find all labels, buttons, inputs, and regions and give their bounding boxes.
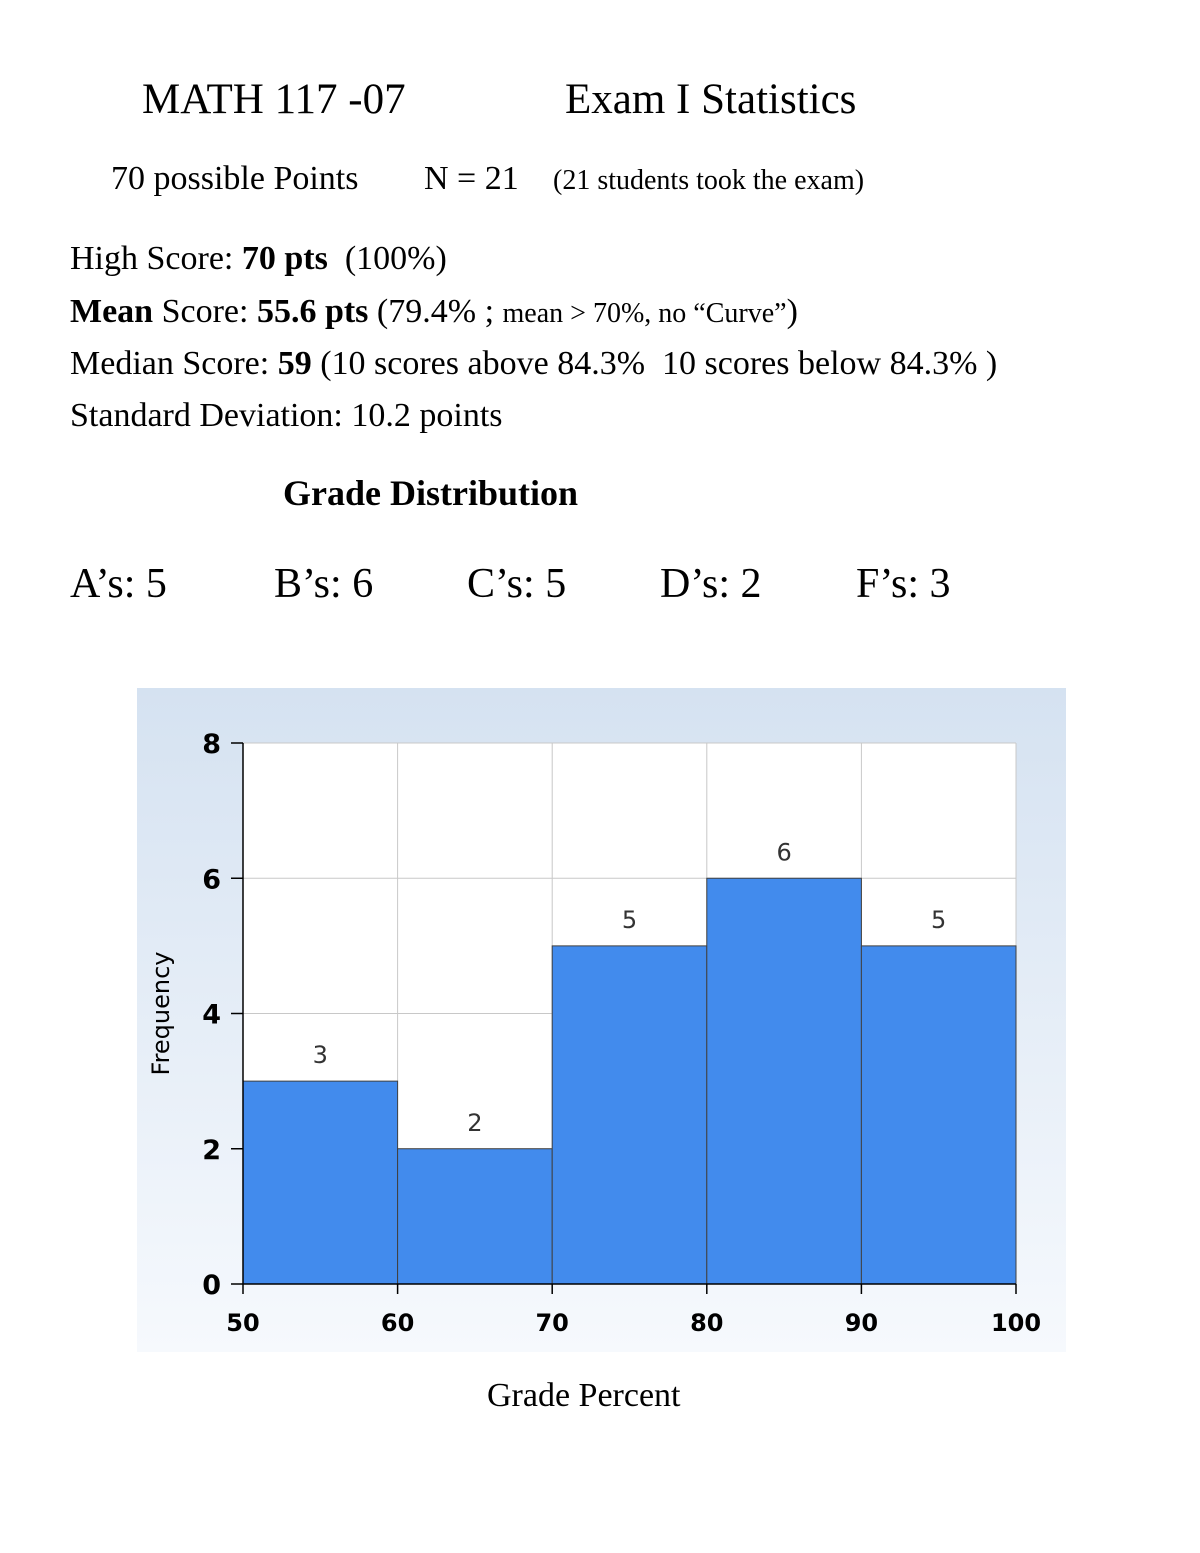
n-note	[553, 160, 864, 198]
y-tick-label: 6	[202, 864, 221, 896]
grade-d-count: D’s: 2	[660, 561, 762, 607]
n-note-text: (21 students took the exam)	[553, 165, 865, 196]
y-tick-label: 4	[202, 999, 221, 1031]
page-title: Exam I Statistics	[565, 76, 857, 123]
y-tick-label: 2	[202, 1134, 221, 1166]
mean-paren-open: (79.4% ;	[368, 293, 503, 330]
mean-score-line	[70, 293, 798, 331]
grade-c-count: C’s: 5	[467, 561, 567, 607]
bar-data-label: 5	[621, 905, 638, 934]
histogram-svg	[137, 688, 1066, 1352]
median-score-line	[70, 345, 997, 383]
grade-f-count: F’s: 3	[856, 561, 951, 607]
grade-distribution-title: Grade Distribution	[283, 473, 579, 513]
y-tick-label: 0	[202, 1270, 221, 1301]
median-label: Median Score:	[70, 345, 278, 382]
median-note: (10 scores above 84.3% 10 scores below 84.3% )	[311, 345, 998, 382]
x-tick-label: 60	[380, 1309, 415, 1337]
high-score-line	[70, 240, 447, 278]
bar-data-label: 5	[931, 905, 947, 934]
high-score-value: 70 pts	[241, 240, 328, 277]
histogram-bar	[552, 946, 707, 1284]
x-tick-label: 90	[844, 1309, 879, 1337]
x-axis-label: Grade Percent	[487, 1377, 681, 1414]
mean-paren-close: )	[786, 293, 798, 330]
bar-data-label: 3	[312, 1041, 328, 1070]
mean-score-value: 55.6 pts	[256, 293, 369, 330]
y-tick-label: 8	[202, 729, 221, 760]
grade-a-count: A’s: 5	[70, 561, 167, 607]
std-dev-line: Standard Deviation: 10.2 points	[70, 397, 503, 434]
histogram-bar	[707, 878, 862, 1284]
high-score-label: High Score:	[70, 240, 242, 277]
mean-label-rest: Score:	[153, 293, 257, 330]
n-count: N = 21	[424, 160, 519, 197]
possible-points: 70 possible Points	[111, 160, 359, 197]
mean-note: mean > 70%, no “Curve”	[502, 298, 787, 329]
histogram-bar	[243, 1081, 398, 1284]
grade-b-count: B’s: 6	[274, 561, 374, 607]
course-title: MATH 117 -07	[142, 76, 406, 123]
x-tick-label: 50	[226, 1309, 260, 1337]
x-tick-label: 70	[535, 1309, 569, 1337]
bar-data-label: 6	[776, 838, 792, 867]
y-axis-label: Frequency	[147, 951, 175, 1076]
mean-label-bold: Mean	[70, 293, 154, 330]
histogram-bar	[398, 1149, 553, 1284]
high-score-pct: (100%)	[344, 240, 447, 277]
median-value: 59	[277, 345, 312, 382]
x-tick-label: 100	[990, 1309, 1042, 1337]
x-tick-label: 80	[690, 1309, 724, 1337]
histogram-bar	[861, 946, 1016, 1284]
bar-data-label: 2	[467, 1108, 483, 1137]
histogram-chart	[137, 688, 1066, 1352]
